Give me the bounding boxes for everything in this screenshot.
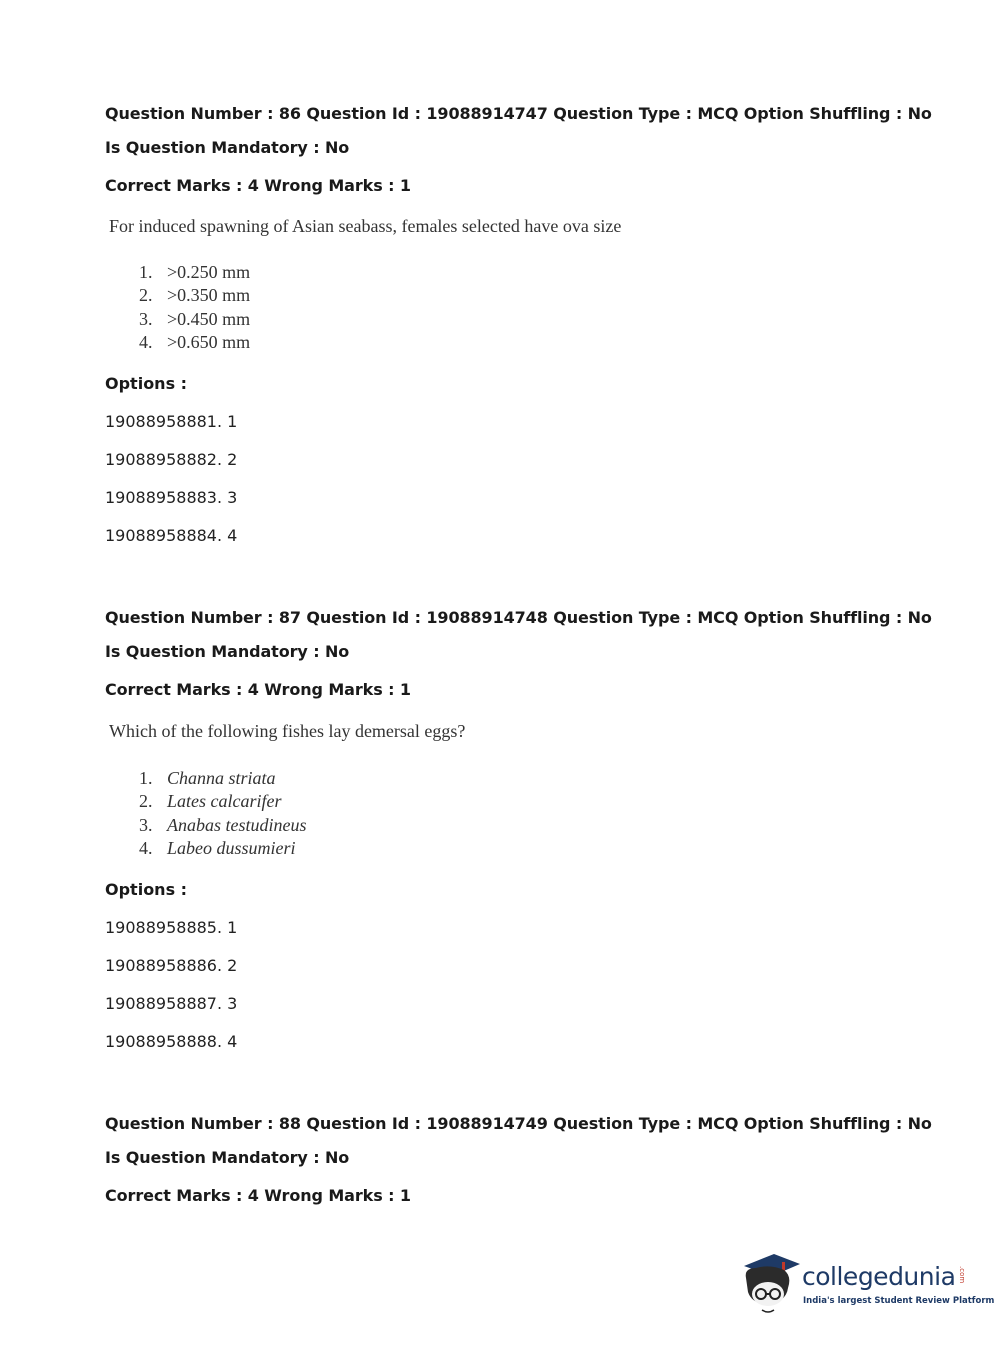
option-item: 19088958883. 3 [105, 488, 238, 507]
option-item: 19088958886. 2 [105, 956, 238, 975]
option-item: 19088958882. 2 [105, 450, 238, 469]
question-header: Question Number : 86 Question Id : 19088914747 Question Type : MCQ Option Shuffling : No [105, 104, 932, 123]
option-item: 19088958884. 4 [105, 526, 238, 545]
logo-tagline: India's largest Student Review Platform [803, 1296, 995, 1306]
question-header: Question Number : 87 Question Id : 19088914748 Question Type : MCQ Option Shuffling : No [105, 608, 932, 627]
options-label: Options : [105, 374, 188, 393]
answer-choices [139, 261, 250, 354]
choice-item: 2. Lates calcarifer [139, 791, 282, 812]
question-stem: For induced spawning of Asian seabass, females selected have ova size [109, 216, 622, 236]
marks-line: Correct Marks : 4 Wrong Marks : 1 [105, 680, 411, 699]
option-item: 19088958888. 4 [105, 1032, 238, 1051]
question-stem: Which of the following fishes lay demersal eggs? [109, 721, 466, 741]
mandatory-line: Is Question Mandatory : No [105, 1148, 350, 1167]
mascot-icon [740, 1248, 802, 1316]
choice-item: 1. Channa striata [139, 768, 276, 788]
collegedunia-logo [740, 1248, 995, 1316]
choice-item: 3. Anabas testudineus [139, 814, 307, 835]
logo-wordmark: collegedunia [802, 1262, 956, 1291]
option-item: 19088958881. 1 [105, 412, 238, 431]
choice-item: 4. Labeo dussumieri [139, 837, 296, 858]
marks-line: Correct Marks : 4 Wrong Marks : 1 [105, 176, 411, 195]
option-item: 19088958885. 1 [105, 918, 238, 937]
marks-line: Correct Marks : 4 Wrong Marks : 1 [105, 1186, 411, 1205]
mandatory-line: Is Question Mandatory : No [105, 138, 350, 157]
mandatory-line: Is Question Mandatory : No [105, 642, 350, 661]
choice-item: 2. >0.350 mm [139, 285, 251, 306]
choice-item: 1. >0.250 mm [139, 262, 251, 282]
choice-item: 4. >0.650 mm [139, 331, 251, 352]
option-item: 19088958887. 3 [105, 994, 238, 1013]
options-label: Options : [105, 880, 188, 899]
answer-choices [139, 767, 307, 860]
logo-suffix: .com [958, 1266, 966, 1284]
choice-item: 3. >0.450 mm [139, 308, 251, 329]
question-header: Question Number : 88 Question Id : 19088914749 Question Type : MCQ Option Shuffling : No [105, 1114, 932, 1133]
